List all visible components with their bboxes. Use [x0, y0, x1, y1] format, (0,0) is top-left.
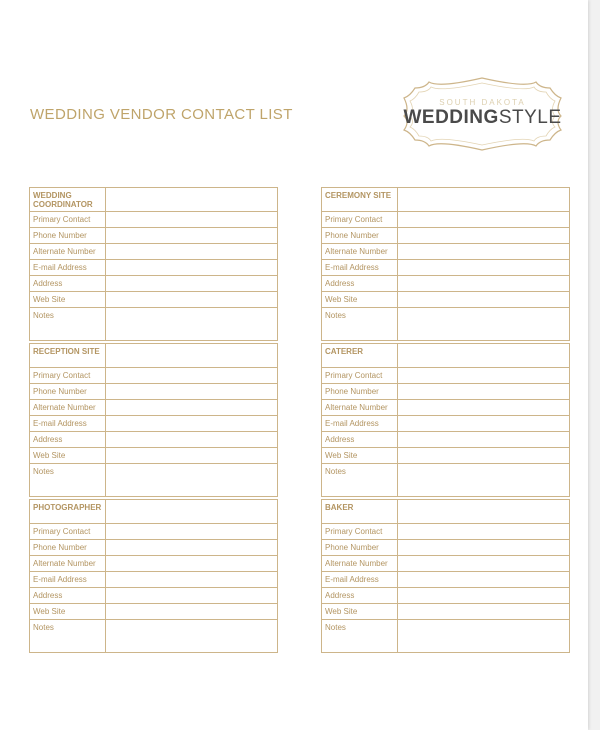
field-value[interactable] — [397, 416, 569, 432]
field-value[interactable] — [397, 368, 569, 384]
field-value[interactable] — [105, 572, 277, 588]
field-label: Web Site — [30, 292, 106, 308]
vendor-table-caterer — [321, 343, 570, 497]
field-value[interactable] — [397, 400, 569, 416]
field-label: Address — [30, 588, 106, 604]
field-value[interactable] — [397, 260, 569, 276]
field-value[interactable] — [105, 448, 277, 464]
field-label: Phone Number — [30, 228, 106, 244]
field-label: Notes — [30, 464, 106, 497]
field-value[interactable] — [105, 540, 277, 556]
notes-value[interactable] — [397, 620, 569, 653]
field-label: Address — [322, 588, 398, 604]
field-label: Primary Contact — [322, 524, 398, 540]
field-value[interactable] — [105, 604, 277, 620]
vendor-name: CEREMONY SITE — [322, 188, 398, 212]
field-value[interactable] — [397, 448, 569, 464]
field-value[interactable] — [105, 260, 277, 276]
field-label: Primary Contact — [30, 524, 106, 540]
field-label: Primary Contact — [322, 212, 398, 228]
notes-value[interactable] — [397, 308, 569, 341]
vendor-name: CATERER — [322, 344, 398, 368]
field-value[interactable] — [397, 228, 569, 244]
notes-value[interactable] — [397, 464, 569, 497]
field-label: Alternate Number — [322, 244, 398, 260]
field-label: E-mail Address — [30, 260, 106, 276]
field-value[interactable] — [397, 556, 569, 572]
field-value[interactable] — [397, 524, 569, 540]
logo-wordmark-thin: STYLE — [498, 107, 562, 128]
field-label: Web Site — [322, 292, 398, 308]
vendor-name: BAKER — [322, 500, 398, 524]
vendor-name: WEDDING COORDINATOR — [30, 188, 106, 212]
field-label: Address — [322, 276, 398, 292]
field-value[interactable] — [105, 368, 277, 384]
notes-value[interactable] — [105, 464, 277, 497]
field-value[interactable] — [105, 416, 277, 432]
logo-wordmark-bold: WEDDING — [403, 107, 499, 128]
field-value[interactable] — [105, 384, 277, 400]
vendor-name-field[interactable] — [397, 344, 569, 368]
field-value[interactable] — [397, 432, 569, 448]
field-value[interactable] — [105, 276, 277, 292]
field-value[interactable] — [397, 212, 569, 228]
field-label: Phone Number — [30, 384, 106, 400]
field-label: Web Site — [322, 448, 398, 464]
vendor-name-field[interactable] — [105, 188, 277, 212]
field-label: Alternate Number — [30, 556, 106, 572]
field-value[interactable] — [105, 556, 277, 572]
field-label: E-mail Address — [322, 416, 398, 432]
vendor-name: RECEPTION SITE — [30, 344, 106, 368]
field-label: Web Site — [30, 448, 106, 464]
field-label: Alternate Number — [322, 400, 398, 416]
field-label: Address — [30, 276, 106, 292]
field-label: Alternate Number — [322, 556, 398, 572]
field-label: Phone Number — [322, 228, 398, 244]
field-value[interactable] — [105, 244, 277, 260]
field-value[interactable] — [397, 276, 569, 292]
field-label: Alternate Number — [30, 400, 106, 416]
page-title: WEDDING VENDOR CONTACT LIST — [30, 106, 293, 123]
field-label: Address — [30, 432, 106, 448]
vendor-table-photographer — [29, 499, 278, 653]
vendor-name-field[interactable] — [105, 500, 277, 524]
vendor-name: PHOTOGRAPHER — [30, 500, 106, 524]
field-value[interactable] — [105, 292, 277, 308]
field-value[interactable] — [105, 400, 277, 416]
logo-subtitle: SOUTH DAKOTA — [439, 98, 526, 107]
field-label: Phone Number — [322, 384, 398, 400]
vendor-name-field[interactable] — [397, 500, 569, 524]
field-value[interactable] — [105, 524, 277, 540]
field-value[interactable] — [397, 572, 569, 588]
field-value[interactable] — [105, 432, 277, 448]
field-label: Notes — [322, 464, 398, 497]
vendor-name-field[interactable] — [105, 344, 277, 368]
field-label: Web Site — [322, 604, 398, 620]
vendor-table-reception-site — [29, 343, 278, 497]
field-value[interactable] — [397, 244, 569, 260]
field-value[interactable] — [105, 228, 277, 244]
field-label: E-mail Address — [30, 572, 106, 588]
field-label: E-mail Address — [322, 572, 398, 588]
field-label: Address — [322, 432, 398, 448]
vendor-table-ceremony-site — [321, 187, 570, 341]
vendor-table-wedding-coordinator — [29, 187, 278, 341]
field-label: E-mail Address — [30, 416, 106, 432]
field-label: Primary Contact — [322, 368, 398, 384]
vendor-name-field[interactable] — [397, 188, 569, 212]
field-label: Notes — [30, 620, 106, 653]
vendor-table-baker — [321, 499, 570, 653]
field-value[interactable] — [397, 540, 569, 556]
field-value[interactable] — [397, 588, 569, 604]
field-value[interactable] — [397, 604, 569, 620]
field-value[interactable] — [397, 292, 569, 308]
notes-value[interactable] — [105, 620, 277, 653]
field-label: Notes — [322, 620, 398, 653]
logo-wordmark — [395, 107, 570, 129]
wedding-style-logo — [395, 74, 570, 154]
field-label: Notes — [322, 308, 398, 341]
field-label: E-mail Address — [322, 260, 398, 276]
field-value[interactable] — [397, 384, 569, 400]
notes-value[interactable] — [105, 308, 277, 341]
field-label: Phone Number — [322, 540, 398, 556]
field-label: Alternate Number — [30, 244, 106, 260]
field-label: Primary Contact — [30, 212, 106, 228]
field-label: Notes — [30, 308, 106, 341]
field-value[interactable] — [105, 588, 277, 604]
field-label: Phone Number — [30, 540, 106, 556]
field-label: Primary Contact — [30, 368, 106, 384]
field-label: Web Site — [30, 604, 106, 620]
field-value[interactable] — [105, 212, 277, 228]
